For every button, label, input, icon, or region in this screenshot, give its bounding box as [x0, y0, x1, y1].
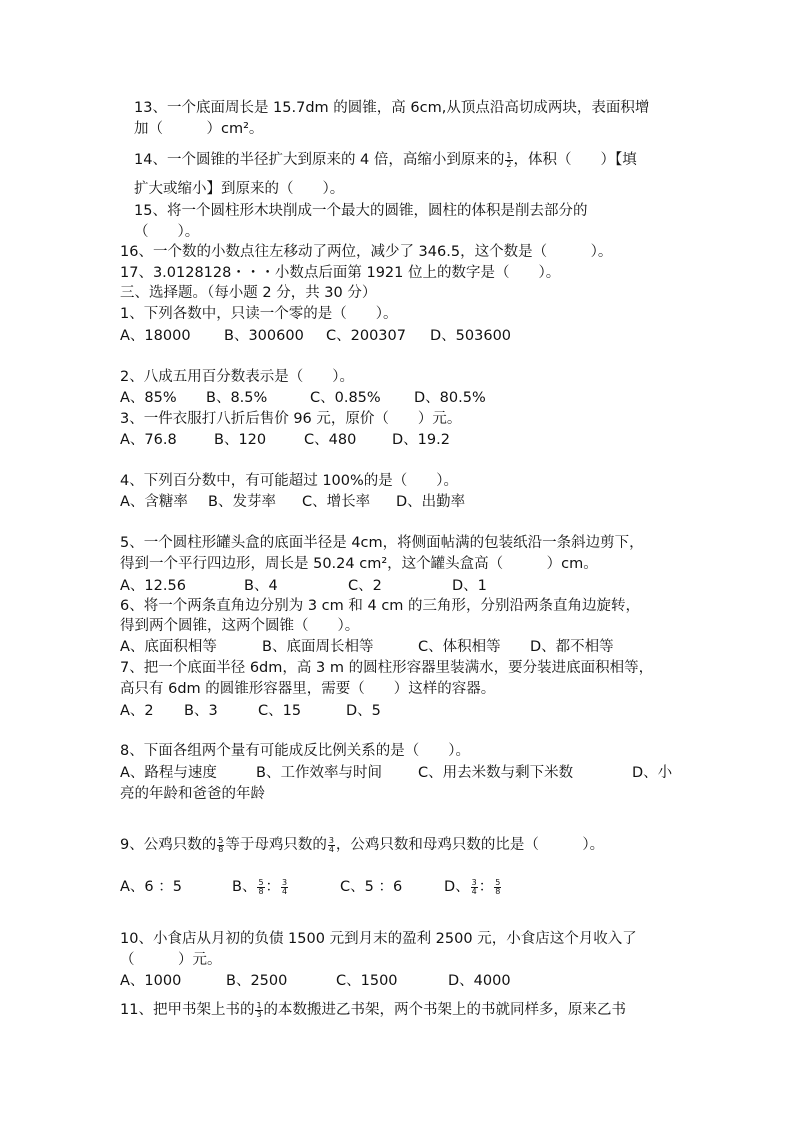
option-b: B、3 — [184, 703, 218, 719]
option-c: C、体积相等 — [418, 639, 501, 655]
q17-line: 17、3.0128128・・・小数点后面第 1921 位上的数字是（ ）。 — [120, 265, 561, 281]
choice6-question-line2: 得到两个圆锥，这两个圆锥（ ）。 — [120, 618, 360, 634]
option-b: B、 $\frac{5}{8}$ ： $\frac{3}{4}$ — [232, 877, 288, 896]
choice8-continuation: 亮的年龄和爸爸的年龄 — [120, 786, 265, 802]
choice7-question-line1: 7、把一个底面半径 6dm，高 3 m 的圆柱形容器里装满水，要分装进底面积相等， — [120, 660, 654, 676]
fraction-five-eighths: $\frac{5}{8}$ — [258, 877, 264, 896]
option-d: D、80.5% — [414, 390, 486, 406]
option-a: A、85% — [120, 390, 177, 406]
option-c: C、480 — [304, 432, 357, 448]
option-b: B、发芽率 — [208, 494, 276, 510]
option-a: A、底面积相等 — [120, 639, 217, 655]
choice11-question: 11、把甲书架上书的 $\frac{1}{3}$ 的本数搬进乙书架，两个书架上的书就同样多，原来乙书 — [120, 1000, 627, 1019]
option-c: C、用去米数与剩下米数 — [418, 765, 574, 781]
option-a: A、2 — [120, 703, 154, 719]
option-a: A、路程与速度 — [120, 765, 217, 781]
q13-line1: 13、一个底面周长是 15.7dm 的圆锥，高 6cm,从顶点沿高切成两块，表面积增 — [134, 100, 650, 116]
choice3-question: 3、一件衣服打八折后售价 96 元，原价（ ）元。 — [120, 411, 462, 427]
option-b: B、120 — [214, 432, 267, 448]
option-c: C、增长率 — [302, 494, 371, 510]
choice10-options — [120, 971, 511, 991]
section3-heading: 三、选择题。（每小题 2 分，共 30 分） — [120, 285, 377, 301]
fraction-one-half: $\frac{1}{2}$ — [506, 150, 512, 169]
option-b: B、300600 — [224, 328, 304, 344]
choice5-options — [120, 576, 487, 596]
choice10-question-line1: 10、小食店从月初的负债 1500 元到月末的盈利 2500 元，小食店这个月收入了 — [120, 931, 637, 947]
option-d: D、小 — [632, 765, 673, 781]
option-d: D、1 — [452, 578, 487, 594]
option-a: A、6 ：5 — [120, 879, 182, 895]
option-d: D、503600 — [430, 328, 512, 344]
option-d: D、19.2 — [392, 432, 450, 448]
option-c: C、1500 — [336, 973, 398, 989]
option-a: A、18000 — [120, 328, 191, 344]
q14-line2: 扩大或缩小】到原来的（ ）。 — [134, 181, 345, 197]
choice4-question: 4、下列百分数中，有可能超过 100%的是（ ）。 — [120, 473, 459, 489]
fraction-one-third: $\frac{1}{3}$ — [256, 1000, 262, 1019]
q15-line2: （ ）。 — [134, 224, 200, 240]
option-b: B、8.5% — [206, 390, 268, 406]
option-d: D、出勤率 — [396, 494, 466, 510]
choice10-question-line2: （ ）元。 — [120, 952, 222, 968]
choice7-options — [120, 701, 381, 721]
fraction-three-quarters: $\frac{3}{4}$ — [471, 877, 477, 896]
q13-line2: 加（ ）cm²。 — [134, 121, 264, 137]
fraction-five-eighths: $\frac{5}{8}$ — [218, 835, 224, 854]
choice9-question: 9、公鸡只数的 $\frac{5}{8}$ 等于母鸡只数的 $\frac{3}{4}$ ，公鸡只数和母鸡只数的比是（ ）。 — [120, 835, 605, 854]
choice5-question-line2: 得到一个平行四边形，周长是 50.24 cm²，这个罐头盒高（ ）cm。 — [120, 556, 598, 572]
choice8-question: 8、下面各组两个量有可能成反比例关系的是（ ）。 — [120, 743, 470, 759]
choice7-question-line2: 高只有 6dm 的圆锥形容器里，需要（ ）这样的容器。 — [120, 681, 496, 697]
fraction-three-quarters: $\frac{3}{4}$ — [328, 835, 334, 854]
choice2-question: 2、八成五用百分数表示是（ ）。 — [120, 369, 354, 385]
option-c: C、0.85% — [310, 390, 381, 406]
choice4-options — [120, 492, 465, 512]
option-b: B、4 — [244, 578, 278, 594]
option-c: C、5 ：6 — [340, 879, 403, 895]
option-d: D、 $\frac{3}{4}$ ： $\frac{5}{8}$ — [444, 877, 501, 896]
q14-text-pre: 14、一个圆锥的半径扩大到原来的 4 倍，高缩小到原来的 — [134, 152, 505, 168]
option-b: B、2500 — [226, 973, 288, 989]
choice2-options — [120, 388, 486, 408]
option-d: D、5 — [346, 703, 381, 719]
choice1-options — [120, 326, 511, 346]
choice6-options — [120, 637, 614, 657]
option-c: C、200307 — [326, 328, 406, 344]
option-c: C、15 — [258, 703, 302, 719]
option-a: A、1000 — [120, 973, 182, 989]
fraction-five-eighths: $\frac{5}{8}$ — [495, 877, 501, 896]
option-a: A、12.56 — [120, 578, 186, 594]
option-d: D、都不相等 — [530, 639, 614, 655]
option-d: D、4000 — [448, 973, 511, 989]
q14-line1 — [134, 150, 637, 170]
choice9-options — [120, 877, 502, 897]
fraction-three-quarters: $\frac{3}{4}$ — [282, 877, 288, 896]
choice8-options — [120, 763, 672, 783]
option-c: C、2 — [348, 578, 382, 594]
option-b: B、底面周长相等 — [262, 639, 374, 655]
option-a: A、76.8 — [120, 432, 177, 448]
choice1-question: 1、下列各数中，只读一个零的是（ ）。 — [120, 306, 398, 322]
choice6-question-line1: 6、将一个两条直角边分别为 3 cm 和 4 cm 的三角形，分别沿两条直角边旋转， — [120, 598, 641, 614]
option-b: B、工作效率与时间 — [256, 765, 382, 781]
option-a: A、含糖率 — [120, 494, 188, 510]
q16-line: 16、一个数的小数点往左移动了两位，减少了 346.5，这个数是（ ）。 — [120, 244, 613, 260]
q15-line1: 15、将一个圆柱形木块削成一个最大的圆锥，圆柱的体积是削去部分的 — [134, 203, 588, 219]
choice3-options — [120, 430, 450, 450]
q14-text-post: ，体积（ ）【填 — [513, 152, 637, 168]
choice5-question-line1: 5、一个圆柱形罐头盒的底面半径是 4cm，将侧面帖满的包装纸沿一条斜边剪下， — [120, 535, 644, 551]
